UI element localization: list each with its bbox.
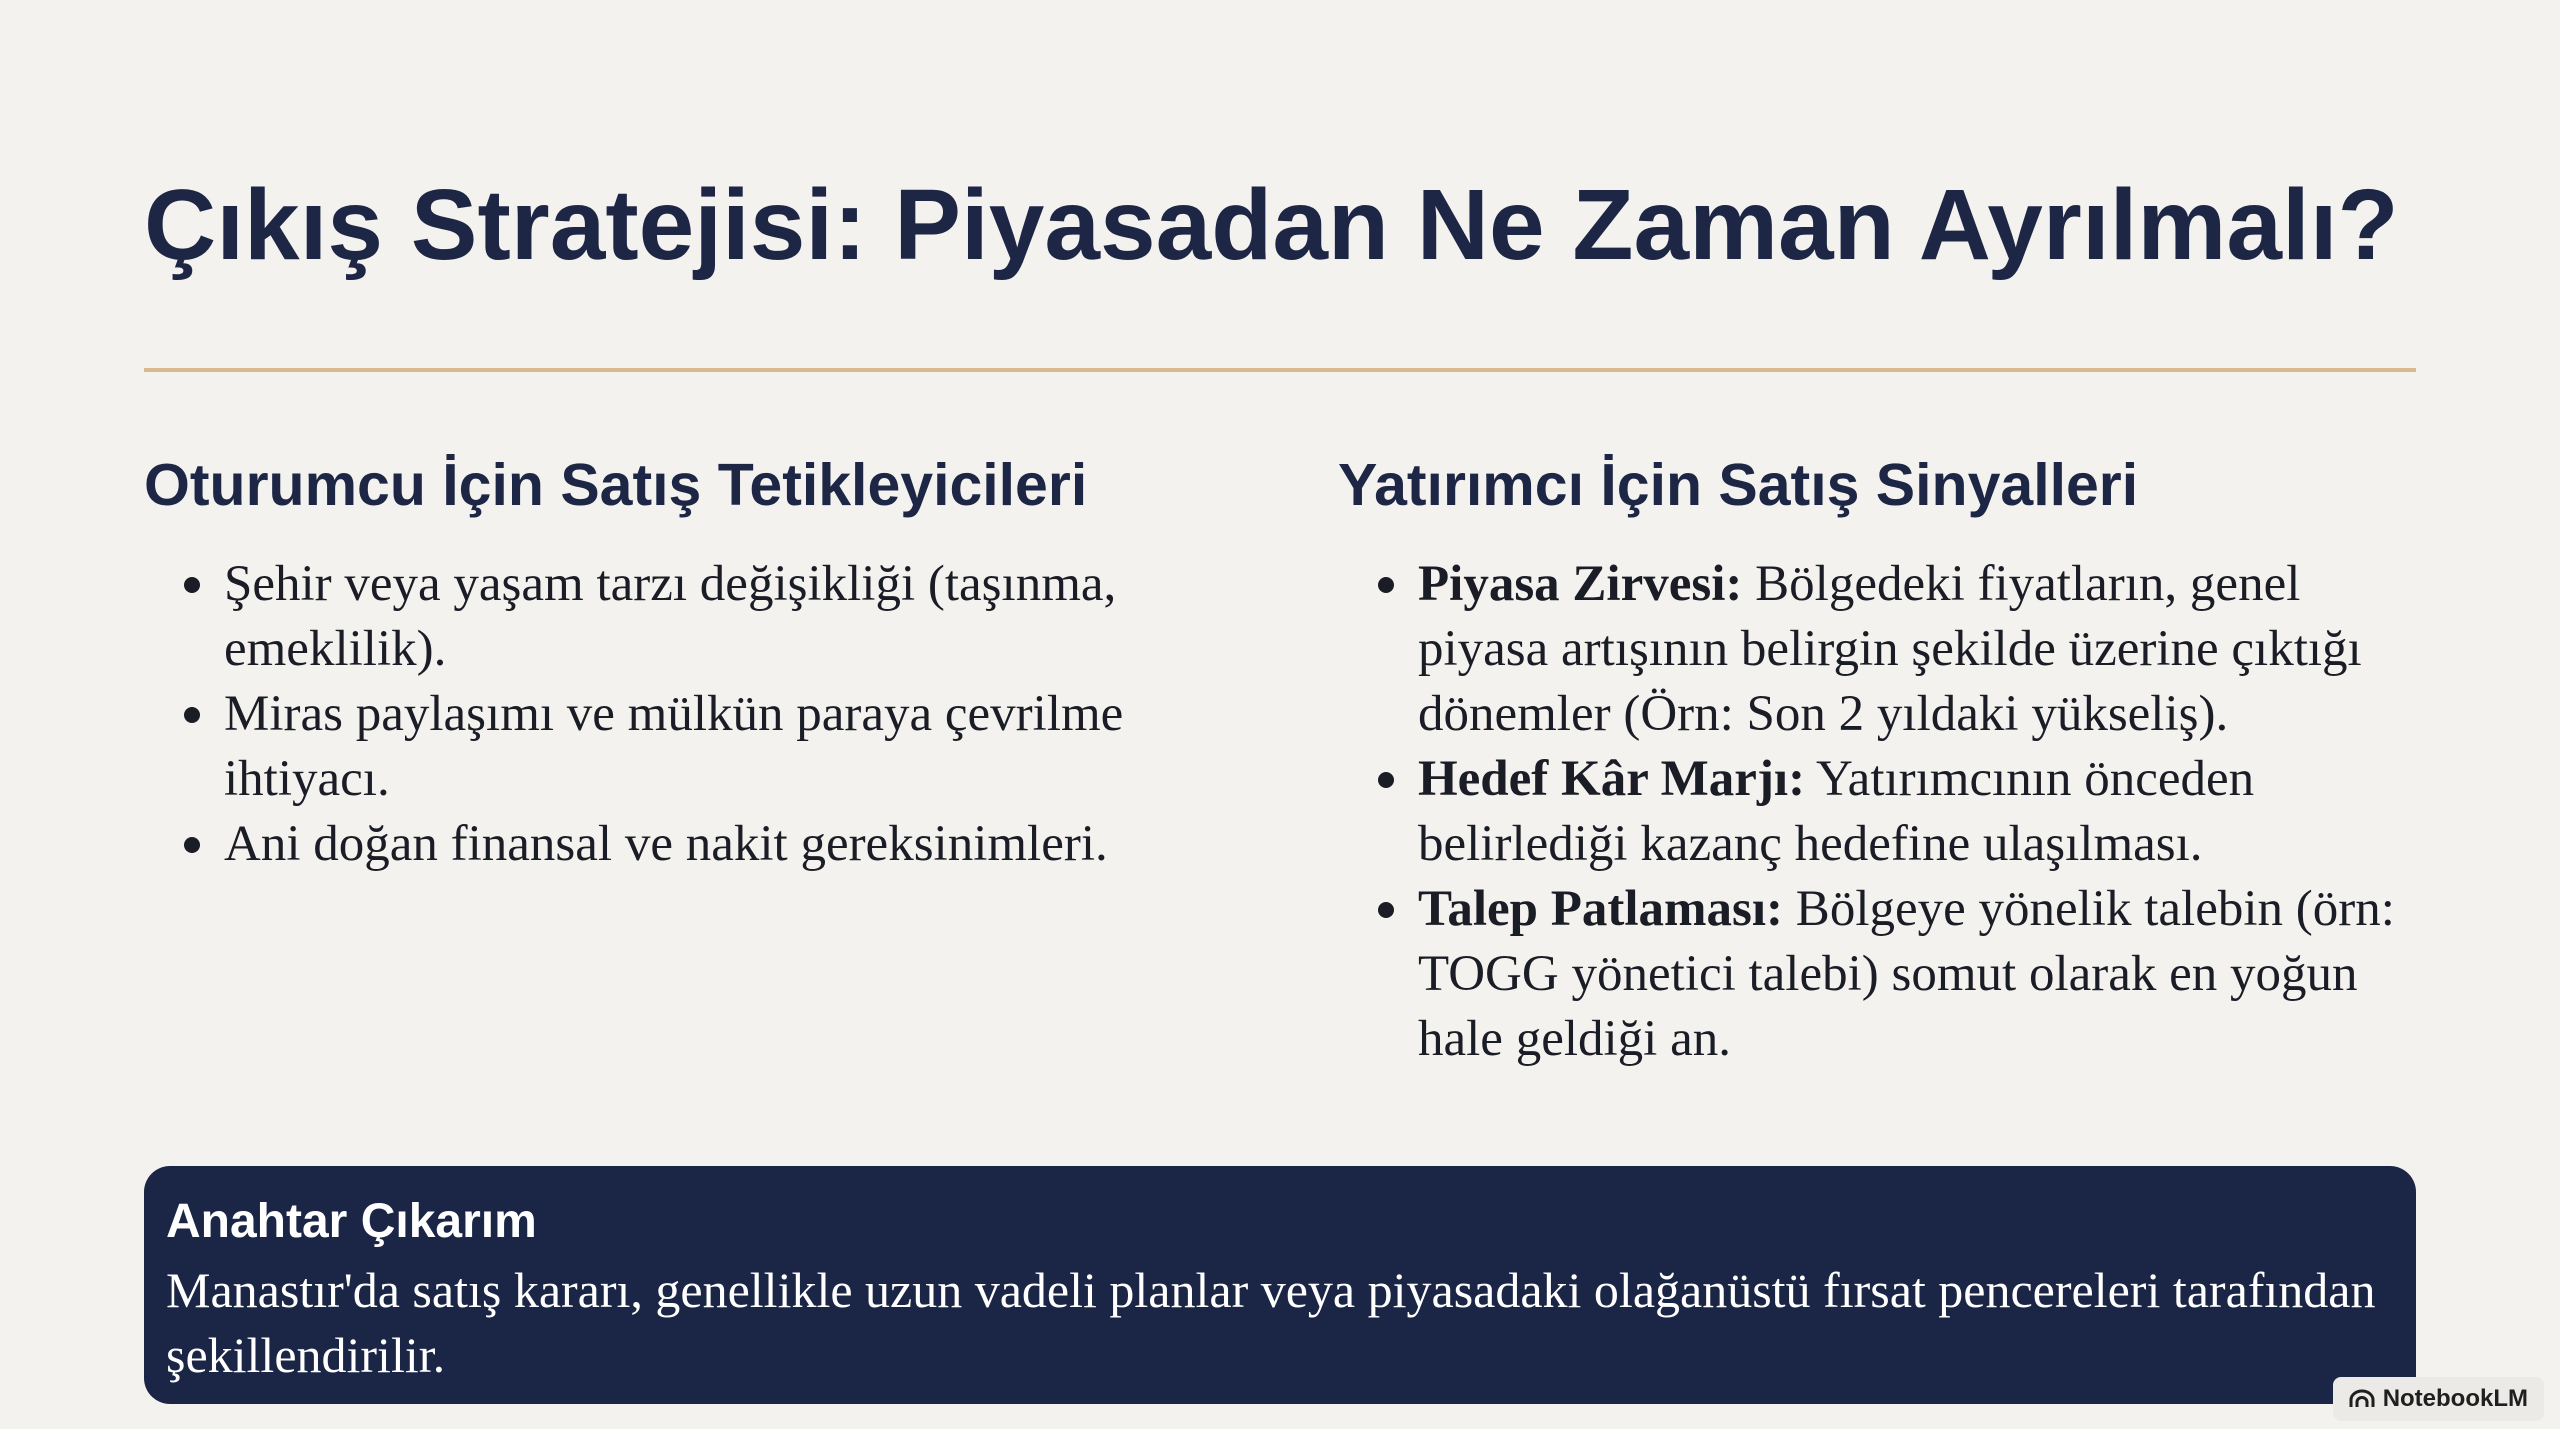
list-item [1338, 747, 2438, 877]
list-item [144, 812, 1284, 877]
key-takeaway-box [144, 1166, 2416, 1404]
list-item-text: Yatırımcının önceden belirlediği kazanç hedefine ulaşılması. [1418, 751, 2255, 872]
bullet-icon [184, 707, 200, 723]
list-item-label: Hedef Kâr Marjı: [1418, 751, 1806, 807]
bullet-icon [1378, 772, 1394, 788]
bullet-icon [1378, 577, 1394, 593]
list-item-label: Piyasa Zirvesi: [1418, 556, 1743, 612]
right-column [1338, 440, 2438, 1072]
list-item-text: Bölgeye yönelik talebin (örn: TOGG yönetici talebi) somut olarak en yoğun hale geldiği an. [1418, 881, 2395, 1067]
right-bullet-list [1338, 552, 2438, 1072]
right-column-heading: Yatırımcı İçin Satış Sinyalleri [1338, 452, 2139, 518]
title-divider [144, 368, 2416, 372]
left-column [144, 440, 1284, 877]
watermark-label: NotebookLM [2382, 1385, 2528, 1412]
notebooklm-logo-icon [2349, 1389, 2375, 1409]
bullet-icon [1378, 902, 1394, 918]
list-item-text: Şehir veya yaşam tarzı değişikliği (taşınma, emeklilik). [224, 556, 1117, 677]
list-item [144, 682, 1284, 812]
list-item-text: Ani doğan finansal ve nakit gereksinimleri. [224, 816, 1108, 872]
takeaway-heading: Anahtar Çıkarım [166, 1195, 537, 1248]
left-column-heading: Oturumcu İçin Satış Tetikleyicileri [144, 452, 1088, 518]
list-item-text: Bölgedeki fiyatların, genel piyasa artışının belirgin şekilde üzerine çıktığı dönemler (Örn: Son 2 yıldaki yükseliş). [1418, 556, 2362, 742]
notebooklm-watermark [2333, 1377, 2544, 1421]
list-item [1338, 877, 2438, 1072]
slide-title: Çıkış Stratejisi: Piyasadan Ne Zaman Ayrılmalı? [144, 169, 2399, 281]
left-bullet-list [144, 552, 1284, 877]
list-item-text: Miras paylaşımı ve mülkün paraya çevrilme ihtiyacı. [224, 686, 1124, 807]
list-item [1338, 552, 2438, 747]
list-item-label: Talep Patlaması: [1418, 881, 1784, 937]
bullet-icon [184, 837, 200, 853]
list-item [144, 552, 1284, 682]
takeaway-text: Manastır'da satış kararı, genellikle uzun vadeli planlar veya piyasadaki olağanüstü fırsat pencereleri tarafından şekillendirilir. [166, 1262, 2376, 1383]
bullet-icon [184, 577, 200, 593]
